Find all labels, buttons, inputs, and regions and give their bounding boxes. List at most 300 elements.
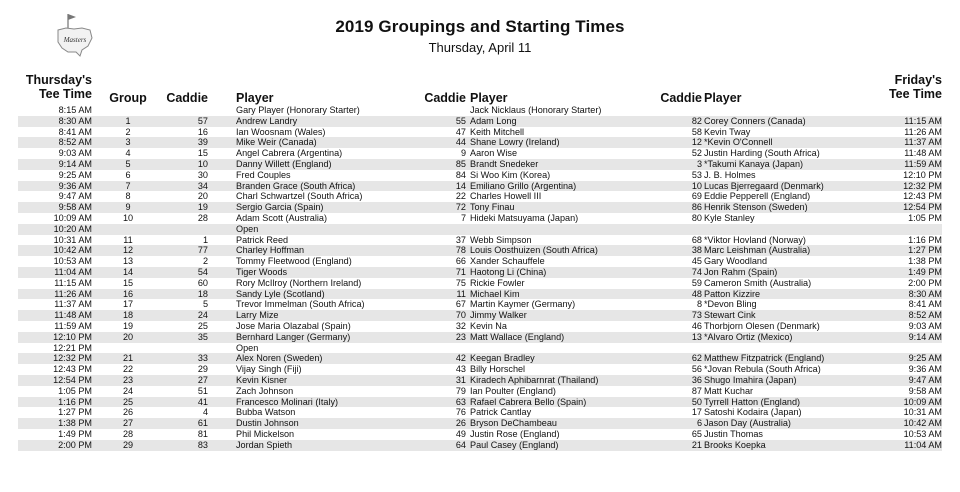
thursday-tee-time-cell: 11:15 AM bbox=[54, 277, 92, 288]
friday-tee-time-cell: 9:47 AM bbox=[908, 374, 942, 385]
thursday-tee-time-cell: 11:26 AM bbox=[54, 288, 92, 299]
player-3-cell: Matt Kuchar bbox=[704, 385, 754, 396]
friday-tee-time-cell: 1:49 PM bbox=[908, 266, 942, 277]
table-row bbox=[18, 137, 942, 148]
group-cell: 22 bbox=[122, 364, 134, 375]
caddie-1-cell: 27 bbox=[197, 374, 208, 385]
table-row bbox=[18, 418, 942, 429]
header-friday-tee-time bbox=[860, 73, 942, 101]
friday-tee-time-cell: 1:27 PM bbox=[908, 245, 942, 256]
friday-tee-time-cell: 9:25 AM bbox=[908, 353, 942, 364]
caddie-3-cell: 45 bbox=[691, 256, 702, 267]
player-3-cell: Justin Harding (South Africa) bbox=[704, 148, 820, 159]
caddie-1-cell: 25 bbox=[197, 320, 208, 331]
player-2-cell: Louis Oosthuizen (South Africa) bbox=[470, 245, 598, 256]
table-row bbox=[18, 440, 942, 451]
table-row bbox=[18, 310, 942, 321]
caddie-3-cell: 48 bbox=[691, 288, 702, 299]
caddie-1-cell: 61 bbox=[197, 418, 208, 429]
thursday-tee-time-cell: 8:30 AM bbox=[58, 115, 92, 126]
table-row bbox=[18, 429, 942, 440]
player-2-cell: Hideki Matsuyama (Japan) bbox=[470, 212, 579, 223]
player-3-cell: *Devon Bling bbox=[704, 299, 757, 310]
player-2-cell: Kevin Na bbox=[470, 320, 507, 331]
player-1-cell: Alex Noren (Sweden) bbox=[236, 353, 323, 364]
group-cell: 9 bbox=[125, 202, 131, 213]
header-caddie-1: Caddie bbox=[166, 91, 208, 105]
player-1-cell: Tiger Woods bbox=[236, 266, 288, 277]
caddie-3-cell: 50 bbox=[691, 396, 702, 407]
player-1-cell: Open bbox=[236, 223, 259, 234]
caddie-3-cell: 3 bbox=[696, 158, 702, 169]
caddie-1-cell: 4 bbox=[202, 407, 208, 418]
thursday-tee-time-cell: 12:10 PM bbox=[53, 331, 92, 342]
player-2-cell: Matt Wallace (England) bbox=[470, 331, 565, 342]
player-2-cell: Paul Casey (England) bbox=[470, 439, 559, 450]
caddie-2-cell: 47 bbox=[455, 126, 466, 137]
caddie-1-cell: 30 bbox=[197, 169, 208, 180]
friday-tee-time-cell: 9:03 AM bbox=[908, 320, 942, 331]
caddie-3-cell: 73 bbox=[691, 310, 702, 321]
thursday-tee-time-cell: 8:15 AM bbox=[58, 105, 92, 115]
player-1-cell: Trevor Immelman (South Africa) bbox=[236, 299, 365, 310]
caddie-2-cell: 75 bbox=[455, 277, 466, 288]
player-2-cell: Haotong Li (China) bbox=[470, 266, 547, 277]
player-3-cell: Henrik Stenson (Sweden) bbox=[704, 202, 808, 213]
player-2-cell: Keegan Bradley bbox=[470, 353, 535, 364]
group-cell: 28 bbox=[122, 428, 134, 439]
header-caddie-2: Caddie bbox=[424, 91, 466, 105]
player-1-cell: Branden Grace (South Africa) bbox=[236, 180, 356, 191]
player-3-cell: J. B. Holmes bbox=[704, 169, 756, 180]
player-2-cell: Xander Schauffele bbox=[470, 256, 545, 267]
header-player-3: Player bbox=[704, 91, 742, 105]
thursday-tee-time-cell: 10:42 AM bbox=[53, 245, 92, 256]
player-2-cell: Martin Kaymer (Germany) bbox=[470, 299, 576, 310]
caddie-3-cell: 21 bbox=[691, 439, 702, 450]
friday-tee-time-cell: 1:16 PM bbox=[908, 234, 942, 245]
thursday-tee-time-cell: 1:27 PM bbox=[58, 407, 92, 418]
caddie-3-cell: 12 bbox=[691, 137, 702, 148]
caddie-1-cell: 28 bbox=[197, 212, 208, 223]
caddie-2-cell: 22 bbox=[455, 191, 466, 202]
caddie-2-cell: 70 bbox=[455, 310, 466, 321]
caddie-2-cell: 71 bbox=[455, 266, 466, 277]
player-2-cell: Aaron Wise bbox=[470, 148, 518, 159]
group-cell: 14 bbox=[122, 266, 134, 277]
thursday-tee-time-cell: 12:21 PM bbox=[53, 342, 92, 353]
header-group: Group bbox=[109, 91, 147, 105]
table-row bbox=[18, 353, 942, 364]
group-cell: 15 bbox=[122, 277, 134, 288]
player-2-cell: Jack Nicklaus (Honorary Starter) bbox=[470, 105, 602, 115]
player-2-cell: Michael Kim bbox=[470, 288, 520, 299]
caddie-2-cell: 85 bbox=[455, 158, 466, 169]
thursday-tee-time-cell: 8:52 AM bbox=[58, 137, 92, 148]
player-2-cell: Kiradech Aphibarnrat (Thailand) bbox=[470, 374, 599, 385]
player-2-cell: Ian Poulter (England) bbox=[470, 385, 556, 396]
caddie-2-cell: 26 bbox=[455, 418, 466, 429]
friday-tee-time-cell: 11:15 AM bbox=[904, 115, 942, 126]
caddie-3-cell: 82 bbox=[691, 115, 702, 126]
friday-tee-time-cell: 12:54 PM bbox=[903, 202, 942, 213]
group-cell: 10 bbox=[122, 212, 134, 223]
group-cell: 12 bbox=[122, 245, 134, 256]
table-row bbox=[18, 267, 942, 278]
header-thursday-line1: Thursday's bbox=[25, 73, 92, 87]
caddie-1-cell: 20 bbox=[197, 191, 208, 202]
player-3-cell: *Jovan Rebula (South Africa) bbox=[704, 364, 821, 375]
table-row bbox=[18, 299, 942, 310]
caddie-2-cell: 42 bbox=[455, 353, 466, 364]
caddie-3-cell: 13 bbox=[691, 331, 702, 342]
player-1-cell: Vijay Singh (Fiji) bbox=[236, 364, 302, 375]
caddie-3-cell: 17 bbox=[691, 407, 702, 418]
player-1-cell: Bubba Watson bbox=[236, 407, 296, 418]
thursday-tee-time-cell: 10:20 AM bbox=[53, 223, 92, 234]
thursday-tee-time-cell: 9:03 AM bbox=[58, 148, 92, 159]
caddie-1-cell: 54 bbox=[197, 266, 208, 277]
group-cell: 17 bbox=[122, 299, 134, 310]
table-row bbox=[18, 148, 942, 159]
header-friday-line2: Tee Time bbox=[888, 87, 942, 101]
player-3-cell: *Viktor Hovland (Norway) bbox=[704, 234, 806, 245]
caddie-1-cell: 24 bbox=[197, 310, 208, 321]
caddie-2-cell: 84 bbox=[455, 169, 466, 180]
thursday-tee-time-cell: 1:49 PM bbox=[58, 428, 92, 439]
player-1-cell: Danny Willett (England) bbox=[236, 158, 332, 169]
thursday-tee-time-cell: 2:00 PM bbox=[58, 439, 92, 450]
player-1-cell: Jose Maria Olazabal (Spain) bbox=[236, 320, 351, 331]
table-row bbox=[18, 332, 942, 343]
group-cell: 18 bbox=[122, 310, 134, 321]
table-row bbox=[18, 256, 942, 267]
caddie-3-cell: 74 bbox=[691, 266, 702, 277]
player-3-cell: *Kevin O'Connell bbox=[704, 137, 773, 148]
caddie-1-cell: 41 bbox=[197, 396, 208, 407]
thursday-tee-time-cell: 8:41 AM bbox=[58, 126, 92, 137]
group-cell: 6 bbox=[125, 169, 131, 180]
group-cell: 16 bbox=[122, 288, 134, 299]
thursday-tee-time-cell: 12:32 PM bbox=[53, 353, 92, 364]
player-1-cell: Rory McIlroy (Northern Ireland) bbox=[236, 277, 362, 288]
table-row bbox=[18, 127, 942, 138]
player-3-cell: Brooks Koepka bbox=[704, 439, 766, 450]
caddie-1-cell: 16 bbox=[197, 126, 208, 137]
table-row bbox=[18, 364, 942, 375]
player-1-cell: Dustin Johnson bbox=[236, 418, 299, 429]
table-row bbox=[18, 170, 942, 181]
header-thursday-tee-time bbox=[18, 73, 92, 101]
group-cell: 4 bbox=[125, 148, 131, 159]
player-1-cell: Larry Mize bbox=[236, 310, 279, 321]
player-2-cell: Shane Lowry (Ireland) bbox=[470, 137, 560, 148]
group-cell: 5 bbox=[125, 158, 131, 169]
thursday-tee-time-cell: 10:31 AM bbox=[53, 234, 92, 245]
caddie-2-cell: 63 bbox=[455, 396, 466, 407]
friday-tee-time-cell: 10:42 AM bbox=[903, 418, 942, 429]
thursday-tee-time-cell: 12:54 PM bbox=[53, 374, 92, 385]
table-row bbox=[18, 407, 942, 418]
table-row bbox=[18, 235, 942, 246]
caddie-3-cell: 56 bbox=[691, 364, 702, 375]
caddie-3-cell: 80 bbox=[691, 212, 702, 223]
caddie-1-cell: 60 bbox=[197, 277, 208, 288]
friday-tee-time-cell: 1:05 PM bbox=[908, 212, 942, 223]
player-2-cell: Si Woo Kim (Korea) bbox=[470, 169, 551, 180]
caddie-1-cell: 39 bbox=[197, 137, 208, 148]
caddie-2-cell: 64 bbox=[455, 439, 466, 450]
thursday-tee-time-cell: 9:36 AM bbox=[58, 180, 92, 191]
group-cell: 19 bbox=[122, 320, 134, 331]
caddie-3-cell: 52 bbox=[691, 148, 702, 159]
player-2-cell: Webb Simpson bbox=[470, 234, 532, 245]
group-cell: 2 bbox=[125, 126, 131, 137]
player-3-cell: Cameron Smith (Australia) bbox=[704, 277, 812, 288]
page-subtitle: Thursday, April 11 bbox=[428, 40, 532, 55]
logo-text: Masters bbox=[63, 36, 87, 44]
header-thursday-line2: Tee Time bbox=[38, 87, 92, 101]
thursday-tee-time-cell: 11:59 AM bbox=[54, 320, 92, 331]
friday-tee-time-cell: 1:38 PM bbox=[908, 256, 942, 267]
player-1-cell: Jordan Spieth bbox=[236, 439, 293, 450]
caddie-2-cell: 49 bbox=[455, 428, 466, 439]
player-1-cell: Ian Woosnam (Wales) bbox=[236, 126, 326, 137]
thursday-tee-time-cell: 9:58 AM bbox=[58, 202, 92, 213]
caddie-1-cell: 51 bbox=[197, 385, 208, 396]
player-2-cell: Adam Long bbox=[470, 115, 517, 126]
thursday-tee-time-cell: 1:16 PM bbox=[58, 396, 92, 407]
player-3-cell: Jason Day (Australia) bbox=[704, 418, 791, 429]
group-cell: 29 bbox=[122, 439, 134, 450]
caddie-1-cell: 15 bbox=[197, 148, 208, 159]
player-1-cell: Tommy Fleetwood (England) bbox=[236, 256, 352, 267]
player-3-cell: Stewart Cink bbox=[704, 310, 756, 321]
group-cell: 1 bbox=[125, 115, 131, 126]
thursday-tee-time-cell: 9:25 AM bbox=[58, 169, 92, 180]
caddie-2-cell: 31 bbox=[455, 374, 466, 385]
caddie-3-cell: 59 bbox=[691, 277, 702, 288]
player-2-cell: Keith Mitchell bbox=[470, 126, 525, 137]
player-1-cell: Mike Weir (Canada) bbox=[236, 137, 317, 148]
player-3-cell: Tyrrell Hatton (England) bbox=[704, 396, 801, 407]
player-3-cell: Satoshi Kodaira (Japan) bbox=[704, 407, 802, 418]
player-2-cell: Tony Finau bbox=[470, 202, 515, 213]
friday-tee-time-cell: 8:52 AM bbox=[908, 310, 942, 321]
player-2-cell: Charles Howell III bbox=[470, 191, 542, 202]
caddie-1-cell: 81 bbox=[197, 428, 208, 439]
player-2-cell: Justin Rose (England) bbox=[470, 428, 560, 439]
header-player-2: Player bbox=[470, 91, 508, 105]
player-3-cell: *Alvaro Ortiz (Mexico) bbox=[704, 331, 793, 342]
group-cell: 26 bbox=[122, 407, 134, 418]
caddie-2-cell: 66 bbox=[455, 256, 466, 267]
caddie-1-cell: 19 bbox=[197, 202, 208, 213]
group-cell: 21 bbox=[122, 353, 134, 364]
thursday-tee-time-cell: 1:05 PM bbox=[58, 385, 92, 396]
player-1-cell: Open bbox=[236, 342, 259, 353]
player-3-cell: Thorbjorn Olesen (Denmark) bbox=[704, 320, 820, 331]
player-1-cell: Fred Couples bbox=[236, 169, 291, 180]
caddie-2-cell: 11 bbox=[456, 288, 466, 299]
caddie-1-cell: 33 bbox=[197, 353, 208, 364]
friday-tee-time-cell: 9:36 AM bbox=[908, 364, 942, 375]
friday-tee-time-cell: 8:30 AM bbox=[908, 288, 942, 299]
caddie-1-cell: 2 bbox=[202, 256, 208, 267]
friday-tee-time-cell: 11:04 AM bbox=[904, 439, 942, 450]
group-cell: 20 bbox=[122, 331, 134, 342]
caddie-2-cell: 37 bbox=[455, 234, 466, 245]
thursday-tee-time-cell: 11:37 AM bbox=[54, 299, 92, 310]
caddie-2-cell: 7 bbox=[460, 212, 466, 223]
caddie-1-cell: 5 bbox=[202, 299, 208, 310]
caddie-3-cell: 87 bbox=[691, 385, 702, 396]
player-1-cell: Bernhard Langer (Germany) bbox=[236, 331, 351, 342]
caddie-3-cell: 10 bbox=[691, 180, 702, 191]
caddie-3-cell: 38 bbox=[691, 245, 702, 256]
caddie-2-cell: 14 bbox=[455, 180, 466, 191]
header-caddie-3: Caddie bbox=[660, 91, 702, 105]
player-1-cell: Andrew Landry bbox=[236, 115, 298, 126]
caddie-2-cell: 32 bbox=[455, 320, 466, 331]
player-2-cell: Billy Horschel bbox=[470, 364, 526, 375]
player-1-cell: Gary Player (Honorary Starter) bbox=[236, 105, 360, 115]
player-1-cell: Adam Scott (Australia) bbox=[236, 212, 327, 223]
thursday-tee-time-cell: 9:47 AM bbox=[58, 191, 92, 202]
group-cell: 3 bbox=[125, 137, 131, 148]
table-row bbox=[18, 224, 942, 235]
group-cell: 23 bbox=[122, 374, 134, 385]
player-1-cell: Sandy Lyle (Scotland) bbox=[236, 288, 325, 299]
thursday-tee-time-cell: 10:09 AM bbox=[53, 212, 92, 223]
player-3-cell: Jon Rahm (Spain) bbox=[704, 266, 778, 277]
caddie-3-cell: 46 bbox=[691, 320, 702, 331]
caddie-1-cell: 35 bbox=[197, 331, 208, 342]
friday-tee-time-cell: 11:59 AM bbox=[904, 158, 942, 169]
player-2-cell: Patrick Cantlay bbox=[470, 407, 532, 418]
thursday-tee-time-cell: 1:38 PM bbox=[58, 418, 92, 429]
caddie-3-cell: 68 bbox=[691, 234, 702, 245]
caddie-2-cell: 76 bbox=[455, 407, 466, 418]
caddie-3-cell: 86 bbox=[691, 202, 702, 213]
caddie-2-cell: 67 bbox=[455, 299, 466, 310]
player-1-cell: Francesco Molinari (Italy) bbox=[236, 396, 339, 407]
table-row bbox=[18, 116, 942, 127]
friday-tee-time-cell: 10:53 AM bbox=[903, 428, 942, 439]
caddie-3-cell: 36 bbox=[691, 374, 702, 385]
player-3-cell: Marc Leishman (Australia) bbox=[704, 245, 811, 256]
player-1-cell: Phil Mickelson bbox=[236, 428, 295, 439]
table-row bbox=[18, 105, 942, 116]
table-row bbox=[18, 245, 942, 256]
header-friday-line1: Friday's bbox=[894, 73, 942, 87]
group-cell: 24 bbox=[122, 385, 134, 396]
caddie-3-cell: 62 bbox=[691, 353, 702, 364]
caddie-3-cell: 6 bbox=[696, 418, 702, 429]
player-3-cell: Patton Kizzire bbox=[704, 288, 761, 299]
player-2-cell: Rafael Cabrera Bello (Spain) bbox=[470, 396, 587, 407]
thursday-tee-time-cell: 11:04 AM bbox=[54, 266, 92, 277]
player-2-cell: Brandt Snedeker bbox=[470, 158, 539, 169]
player-1-cell: Sergio Garcia (Spain) bbox=[236, 202, 324, 213]
table-row bbox=[18, 191, 942, 202]
table-row bbox=[18, 278, 942, 289]
caddie-2-cell: 72 bbox=[455, 202, 466, 213]
group-cell: 13 bbox=[122, 256, 134, 267]
player-3-cell: Shugo Imahira (Japan) bbox=[704, 374, 797, 385]
friday-tee-time-cell: 2:00 PM bbox=[908, 277, 942, 288]
player-3-cell: Gary Woodland bbox=[704, 256, 768, 267]
groupings-table bbox=[18, 105, 942, 451]
player-1-cell: Zach Johnson bbox=[236, 385, 294, 396]
caddie-3-cell: 8 bbox=[696, 299, 702, 310]
caddie-1-cell: 34 bbox=[197, 180, 208, 191]
group-cell: 8 bbox=[125, 191, 131, 202]
caddie-1-cell: 1 bbox=[202, 234, 208, 245]
thursday-tee-time-cell: 12:43 PM bbox=[53, 364, 92, 375]
caddie-1-cell: 77 bbox=[197, 245, 208, 256]
player-3-cell: Eddie Pepperell (England) bbox=[704, 191, 811, 202]
caddie-3-cell: 65 bbox=[691, 428, 702, 439]
group-cell: 11 bbox=[123, 234, 133, 245]
caddie-3-cell: 58 bbox=[691, 126, 702, 137]
player-1-cell: Angel Cabrera (Argentina) bbox=[236, 148, 343, 159]
table-row bbox=[18, 289, 942, 300]
table-row bbox=[18, 386, 942, 397]
caddie-2-cell: 43 bbox=[455, 364, 466, 375]
friday-tee-time-cell: 11:37 AM bbox=[904, 137, 942, 148]
table-row bbox=[18, 321, 942, 332]
caddie-2-cell: 9 bbox=[460, 148, 466, 159]
player-1-cell: Charley Hoffman bbox=[236, 245, 305, 256]
table-row bbox=[18, 159, 942, 170]
header-player-1: Player bbox=[236, 91, 274, 105]
friday-tee-time-cell: 11:26 AM bbox=[904, 126, 942, 137]
player-1-cell: Charl Schwartzel (South Africa) bbox=[236, 191, 363, 202]
caddie-2-cell: 79 bbox=[455, 385, 466, 396]
caddie-3-cell: 69 bbox=[691, 191, 702, 202]
player-2-cell: Jimmy Walker bbox=[470, 310, 527, 321]
caddie-1-cell: 29 bbox=[197, 364, 208, 375]
friday-tee-time-cell: 8:41 AM bbox=[908, 299, 942, 310]
player-3-cell: *Takumi Kanaya (Japan) bbox=[704, 158, 804, 169]
caddie-1-cell: 10 bbox=[197, 158, 208, 169]
friday-tee-time-cell: 9:58 AM bbox=[908, 385, 942, 396]
player-3-cell: Matthew Fitzpatrick (England) bbox=[704, 353, 825, 364]
player-3-cell: Justin Thomas bbox=[704, 428, 763, 439]
caddie-1-cell: 83 bbox=[197, 439, 208, 450]
table-row bbox=[18, 397, 942, 408]
caddie-2-cell: 23 bbox=[455, 331, 466, 342]
caddie-2-cell: 78 bbox=[455, 245, 466, 256]
player-1-cell: Patrick Reed bbox=[236, 234, 289, 245]
player-2-cell: Bryson DeChambeau bbox=[470, 418, 557, 429]
player-3-cell: Kyle Stanley bbox=[704, 212, 755, 223]
player-2-cell: Emiliano Grillo (Argentina) bbox=[470, 180, 577, 191]
caddie-1-cell: 18 bbox=[197, 288, 208, 299]
friday-tee-time-cell: 12:43 PM bbox=[903, 191, 942, 202]
thursday-tee-time-cell: 9:14 AM bbox=[58, 158, 92, 169]
friday-tee-time-cell: 10:09 AM bbox=[903, 396, 942, 407]
friday-tee-time-cell: 10:31 AM bbox=[903, 407, 942, 418]
table-row bbox=[18, 181, 942, 192]
player-3-cell: Lucas Bjerregaard (Denmark) bbox=[704, 180, 824, 191]
table-row bbox=[18, 343, 942, 354]
caddie-3-cell: 53 bbox=[691, 169, 702, 180]
friday-tee-time-cell: 9:14 AM bbox=[908, 331, 942, 342]
table-row bbox=[18, 202, 942, 213]
table-row bbox=[18, 375, 942, 386]
